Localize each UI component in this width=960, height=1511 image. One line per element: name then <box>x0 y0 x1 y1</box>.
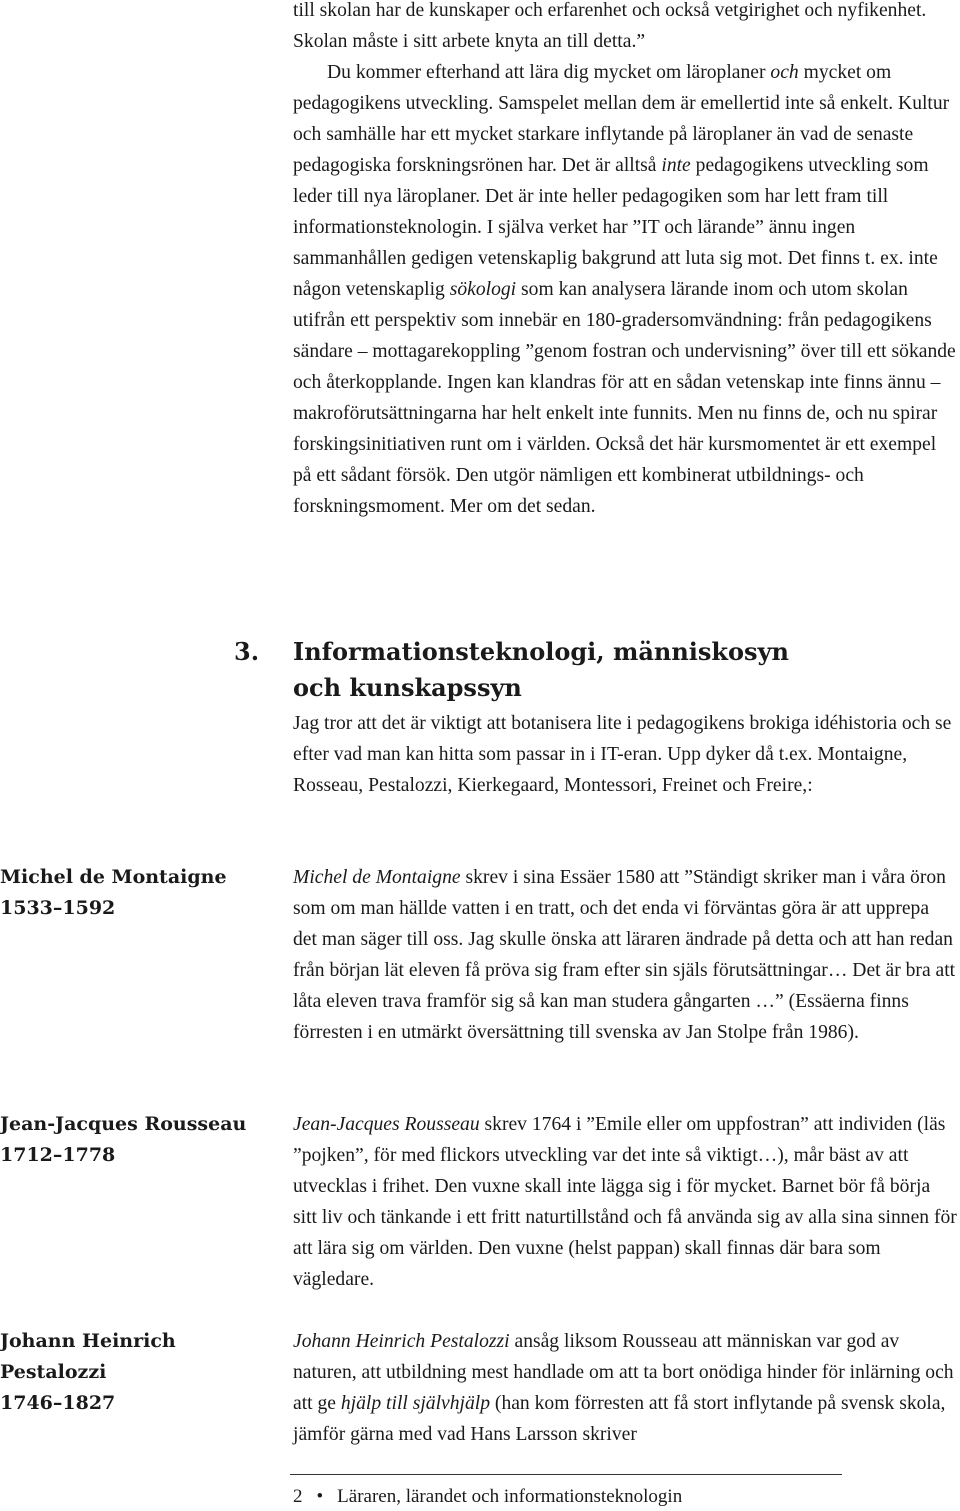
section-intro <box>293 708 957 801</box>
text-run: Du kommer efterhand att lära dig mycket om läroplaner <box>327 62 771 83</box>
bio-name: Michel de Montaigne <box>293 867 461 888</box>
emphasis-inte: inte <box>661 155 691 176</box>
footer-rule <box>290 1474 842 1475</box>
emphasis-och: och <box>770 62 799 83</box>
sidebar-rousseau <box>0 1109 270 1171</box>
sidebar-montaigne <box>0 862 270 924</box>
section-title <box>293 634 933 706</box>
text-run: skrev i sina Essäer 1580 att ”Ständigt skriker man i våra öron som om man hällde vatten i en tratt, och det enda vi förväntas göra är att upprepa det man säger till oss. Jag skulle önska att läraren ändrade på detta och att han redan från början lät eleven få pröva sig fram efter sin själs förutsättningar… Det är bra att låta eleven trava framför sig så kan man studera gångarten …” (Essäerna finns förresten i en utmärkt översättning till svenska av Jan Stolpe från 1986). <box>293 867 956 1043</box>
intro-paragraph-2 <box>293 57 957 522</box>
sidebar-years: 1746–1827 <box>0 1392 116 1414</box>
emphasis-hjalp: hjälp till självhjälp <box>340 1393 491 1414</box>
sidebar-name: Johann Heinrich <box>0 1330 176 1352</box>
section-title-line: Informationsteknologi, människosyn <box>293 637 789 666</box>
sidebar-pestalozzi <box>0 1326 270 1419</box>
bio-montaigne <box>293 862 957 1048</box>
section-number: 3. <box>234 637 260 666</box>
section-intro-paragraph: Jag tror att det är viktigt att botanisera lite i pedagogikens brokiga idéhistoria och se efter vad man kan hitta som passar in i IT-eran. Upp dyker då t.ex. Montaigne, Rosseau, Pestalozzi, Kierkegaard, Montessori, Freinet och Freire,: <box>293 713 952 796</box>
running-title: Läraren, lärandet och informationsteknologin <box>337 1486 683 1507</box>
text-run: (han kom förresten att få stort inflytande på svensk skola, jämför gärna med vad Hans Larsson skriver <box>293 1393 946 1445</box>
bio-name: Jean-Jacques Rousseau <box>293 1114 480 1135</box>
text-run: mycket om pedagogikens utveckling. Samspelet mellan dem är emellertid inte så enkelt. Kultur och samhälle har ett mycket starkare inflytande på läroplaner än vad de senaste pedagogiska forskningsrönen har. Det är alltså <box>293 62 950 176</box>
sidebar-name: Pestalozzi <box>0 1361 107 1383</box>
text-run: skrev 1764 i ”Emile eller om uppfostran” att individen (läs ”pojken”, för med flickors utveckling var det inte så viktigt…), mår bäst av att utvecklas i frihet. Den vuxne skall inte lägga sig i för mycket. Barnet bör få börja sitt liv och tänkande i ett fritt naturtillstånd och få använda sig av alla sina sinnen för att lära sig om världen. Den vuxne (helst pappan) skall finnas där bara som vägledare. <box>293 1114 957 1290</box>
section-title-line: och kunskapssyn <box>293 673 522 702</box>
bio-paragraph <box>293 1109 957 1295</box>
bullet-icon: • <box>316 1486 324 1507</box>
intro-text <box>293 0 957 522</box>
bio-pestalozzi <box>293 1326 957 1450</box>
text-run: ansåg liksom Rousseau att människan var god av naturen, att utbildning mest handlade om att ta bort onödiga hinder för inlärning och att ge <box>293 1331 954 1414</box>
bio-paragraph <box>293 862 957 1048</box>
sidebar-name: Jean-Jacques Rousseau <box>0 1113 247 1135</box>
page-footer <box>293 1483 682 1511</box>
bio-name: Johann Heinrich Pestalozzi <box>293 1331 510 1352</box>
sidebar-years: 1712–1778 <box>0 1144 116 1166</box>
bio-paragraph <box>293 1326 957 1450</box>
intro-paragraph-1: till skolan har de kunskaper och erfarenhet och också vetgirighet och nyfikenhet. Skolan måste i sitt arbete knyta an till detta.” <box>293 0 927 52</box>
sidebar-name: Michel de Montaigne <box>0 866 227 888</box>
text-run: som kan analysera lärande inom och utom skolan utifrån ett perspektiv som innebär en 180-gradersomvändning: från pedagogikens sändare – mottagarekoppling ”genom fostran och undervisning” över till ett sökande och återkopplande. Ingen kan klandras för att en sådan vetenskap inte finns ännu – makroförutsättningarna har helt enkelt inte funnits. Men nu finns de, och nu spirar forskingsinitiativen runt om i världen. Också det här kursmomentet är ett exempel på ett sådant försök. Den utgör nämligen ett kombinerat utbildnings- och forskningsmoment. Mer om det sedan. <box>293 279 956 517</box>
page-number: 2 <box>293 1486 303 1507</box>
emphasis-sokologi: sökologi <box>449 279 517 300</box>
text-run: pedagogikens utveckling som leder till nya läroplaner. Det är inte heller pedagogiken som har lett fram till informationsteknologin. I själva verket har ”IT och lärande” ännu ingen sammanhållen gedigen vetenskaplig bakgrund att luta sig mot. Det finns t. ex. inte någon vetenskaplig <box>293 155 938 300</box>
bio-rousseau <box>293 1109 957 1295</box>
sidebar-years: 1533–1592 <box>0 897 116 919</box>
